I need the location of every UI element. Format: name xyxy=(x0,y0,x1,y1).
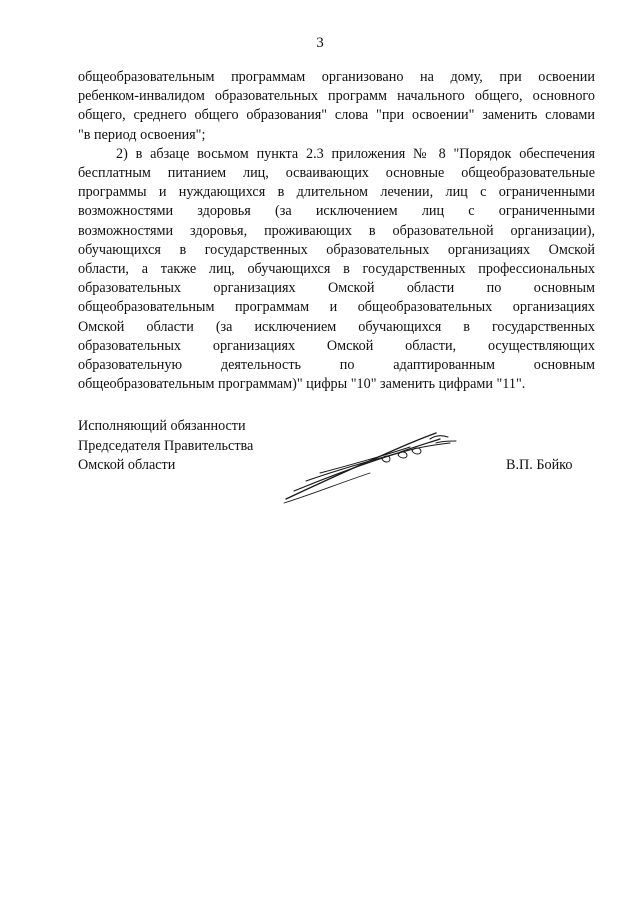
signatory-title-line-1: Исполняющий обязанности xyxy=(78,418,246,434)
signatory-title xyxy=(78,417,253,476)
signature-stroke-2 xyxy=(294,439,440,491)
signature-stroke-4 xyxy=(320,447,410,473)
text-line-17: общеобразовательным программам)" цифры "10" заменить цифрами "11". xyxy=(78,376,526,393)
text-line-6: бесплатным питанием лиц, осваивающих основные общеобразовательные xyxy=(78,165,595,182)
text-line-3: общего, среднего общего образования" слова "при освоении" заменить словами xyxy=(78,107,595,124)
text-line-8: возможностями здоровья (за исключением лиц с ограниченными xyxy=(78,203,595,220)
text-line-5: 2) в абзаце восьмом пункта 2.3 приложения № 8 "Порядок обеспечения xyxy=(116,145,595,162)
text-line-14: Омской области (за исключением обучающихся в государственных xyxy=(78,318,595,335)
signature-stroke-5 xyxy=(430,436,448,439)
text-line-9: возможностями здоровья, проживающих в образовательной организации), xyxy=(78,222,595,239)
text-line-15: образовательных организациях Омской области, осуществляющих xyxy=(78,337,595,354)
text-line-13: общеобразовательным программам и общеобразовательных организациях xyxy=(78,299,595,316)
signer-name: В.П. Бойко xyxy=(506,457,573,473)
signature-stroke-1 xyxy=(286,433,436,499)
page-number: 3 xyxy=(316,35,324,51)
body-text xyxy=(78,68,595,394)
handwritten-signature xyxy=(280,425,480,505)
text-line-12: образовательных организациях Омской области по основным xyxy=(78,280,595,297)
text-line-7: программы и нуждающихся в длительном лечении, лиц с ограниченными xyxy=(78,184,595,201)
text-line-10: обучающихся в государственных образовательных организациях Омской xyxy=(78,241,595,258)
signature-loop-2 xyxy=(398,452,407,458)
text-line-11: области, а также лиц, обучающихся в государственных профессиональных xyxy=(78,261,595,278)
signature-stroke-3 xyxy=(306,443,450,481)
signatory-title-line-3: Омской области xyxy=(78,457,176,473)
text-line-2: ребенком-инвалидом образовательных программ начального общего, основного xyxy=(78,88,595,105)
text-line-4: "в период освоения"; xyxy=(78,126,206,143)
text-line-16: образовательную деятельность по адаптированным основным xyxy=(78,357,595,374)
signatory-title-line-2: Председателя Правительства xyxy=(78,437,254,454)
signature-stroke-6 xyxy=(436,441,456,443)
text-line-1: общеобразовательным программам организовано на дому, при освоении xyxy=(78,69,595,85)
